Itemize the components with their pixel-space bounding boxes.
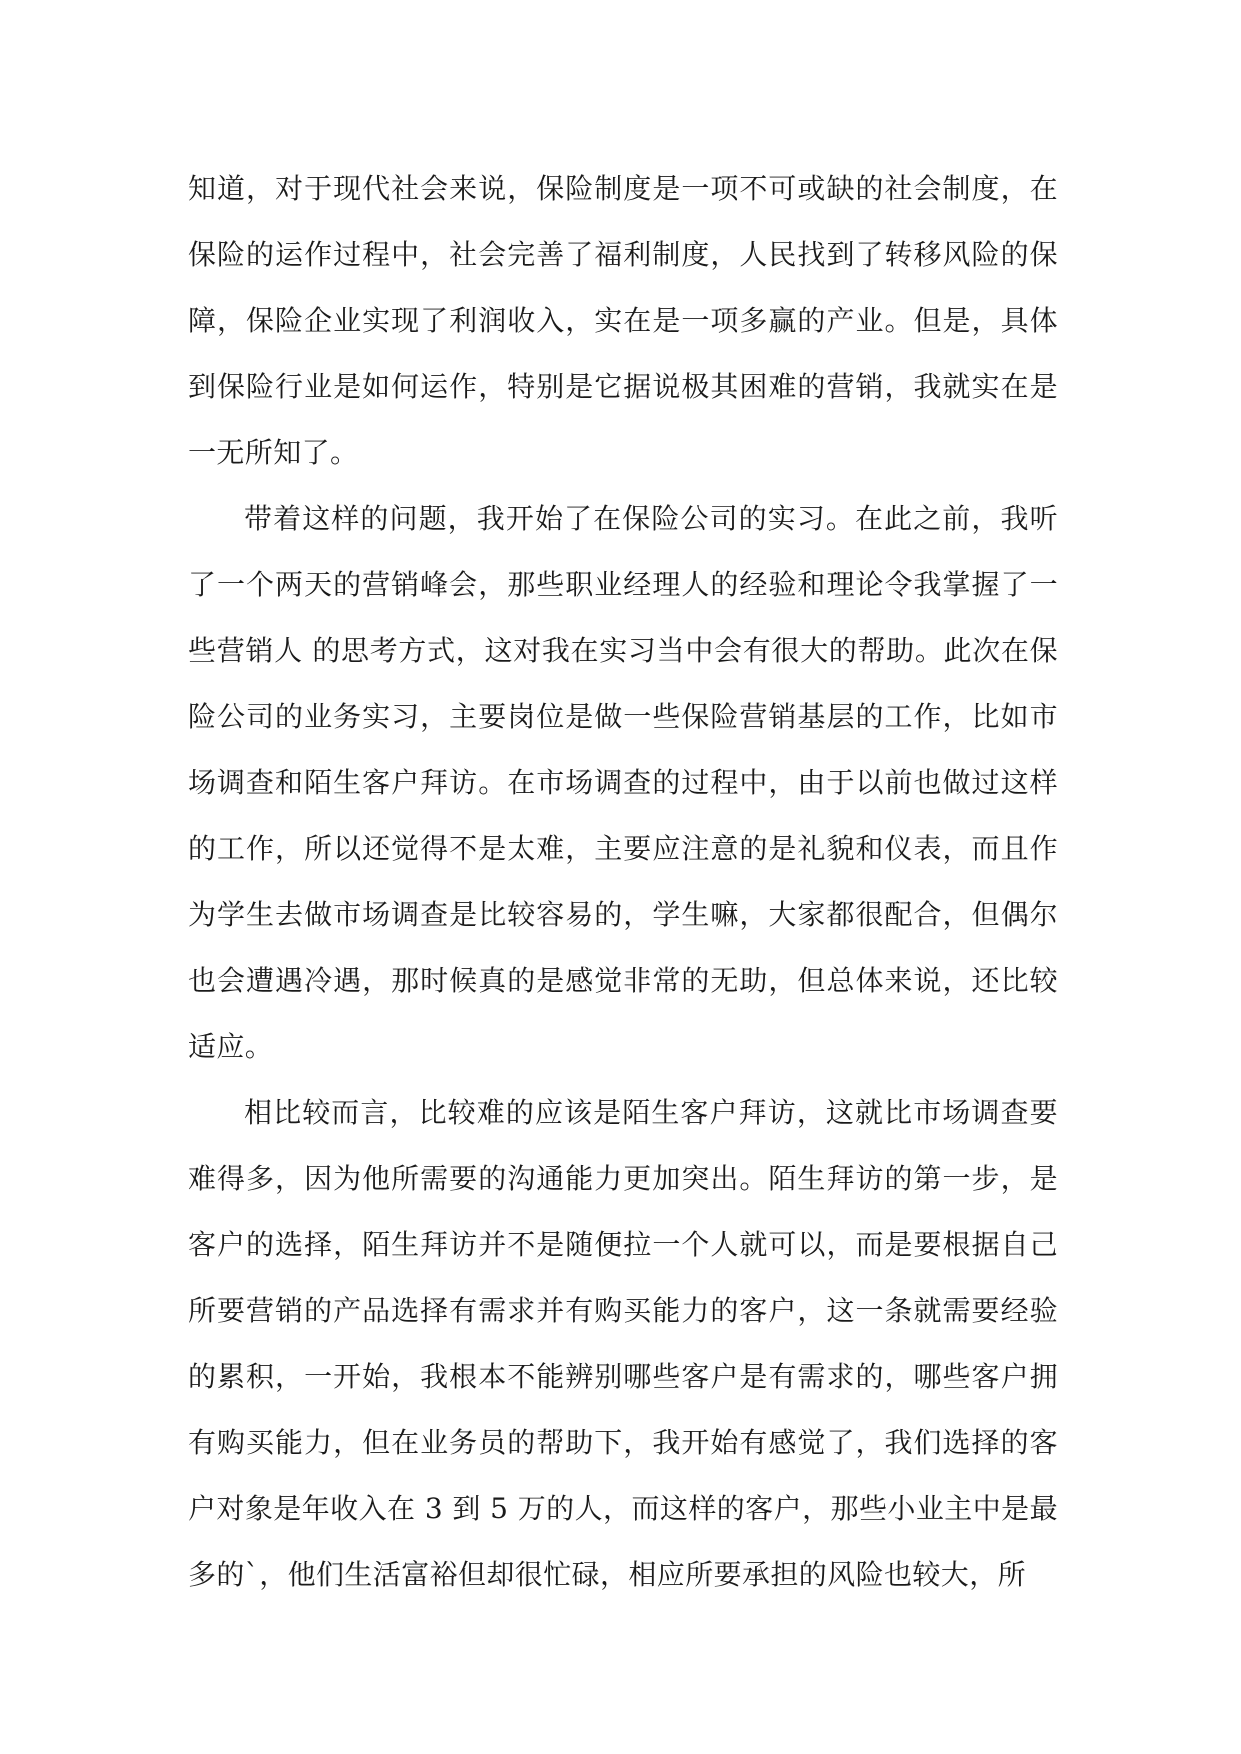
paragraph-continued: 知道，对于现代社会来说，保险制度是一项不可或缺的社会制度，在保险的运作过程中，社会完善了福利制度，人民找到了转移风险的保障，保险企业实现了利润收入，实在是一项多赢的产业。但是，具体到保险行业是如何运作，特别是它据说极其困难的营销，我就实在是一无所知了。: [188, 172, 1058, 469]
paragraph-cold-visits: 相比较而言，比较难的应该是陌生客户拜访，这就比市场调查要难得多，因为他所需要的沟通能力更加突出。陌生拜访的第一步，是客户的选择，陌生拜访并不是随便拉一个人就可以，而是要根据自己所要营销的产品选择有需求并有购买能力的客户，这一条就需要经验的累积，一开始，我根本不能辨别哪些客户是有需求的，哪些客户拥有购买能力，但在业务员的帮助下，我开始有感觉了，我们选择的客户对象是年收入在 3 到 5 万的人，而这样的客户，那些小业主中是最多的`，他们生活富裕但却很忙碌，相应所要承担的风险也较大，所: [188, 1096, 1058, 1591]
document-body: [188, 156, 1058, 1608]
paragraph-internship-intro: 带着这样的问题，我开始了在保险公司的实习。在此之前，我听了一个两天的营销峰会，那些职业经理人的经验和理论令我掌握了一些营销人 的思考方式，这对我在实习当中会有很大的帮助。此次在保险公司的业务实习，主要岗位是做一些保险营销基层的工作，比如市场调查和陌生客户拜访。在市场调查的过程中，由于以前也做过这样的工作，所以还觉得不是太难，主要应注意的是礼貌和仪表，而且作为学生去做市场调查是比较容易的，学生嘛，大家都很配合，但偶尔也会遭遇冷遇，那时候真的是感觉非常的无助，但总体来说，还比较适应。: [188, 502, 1058, 1063]
